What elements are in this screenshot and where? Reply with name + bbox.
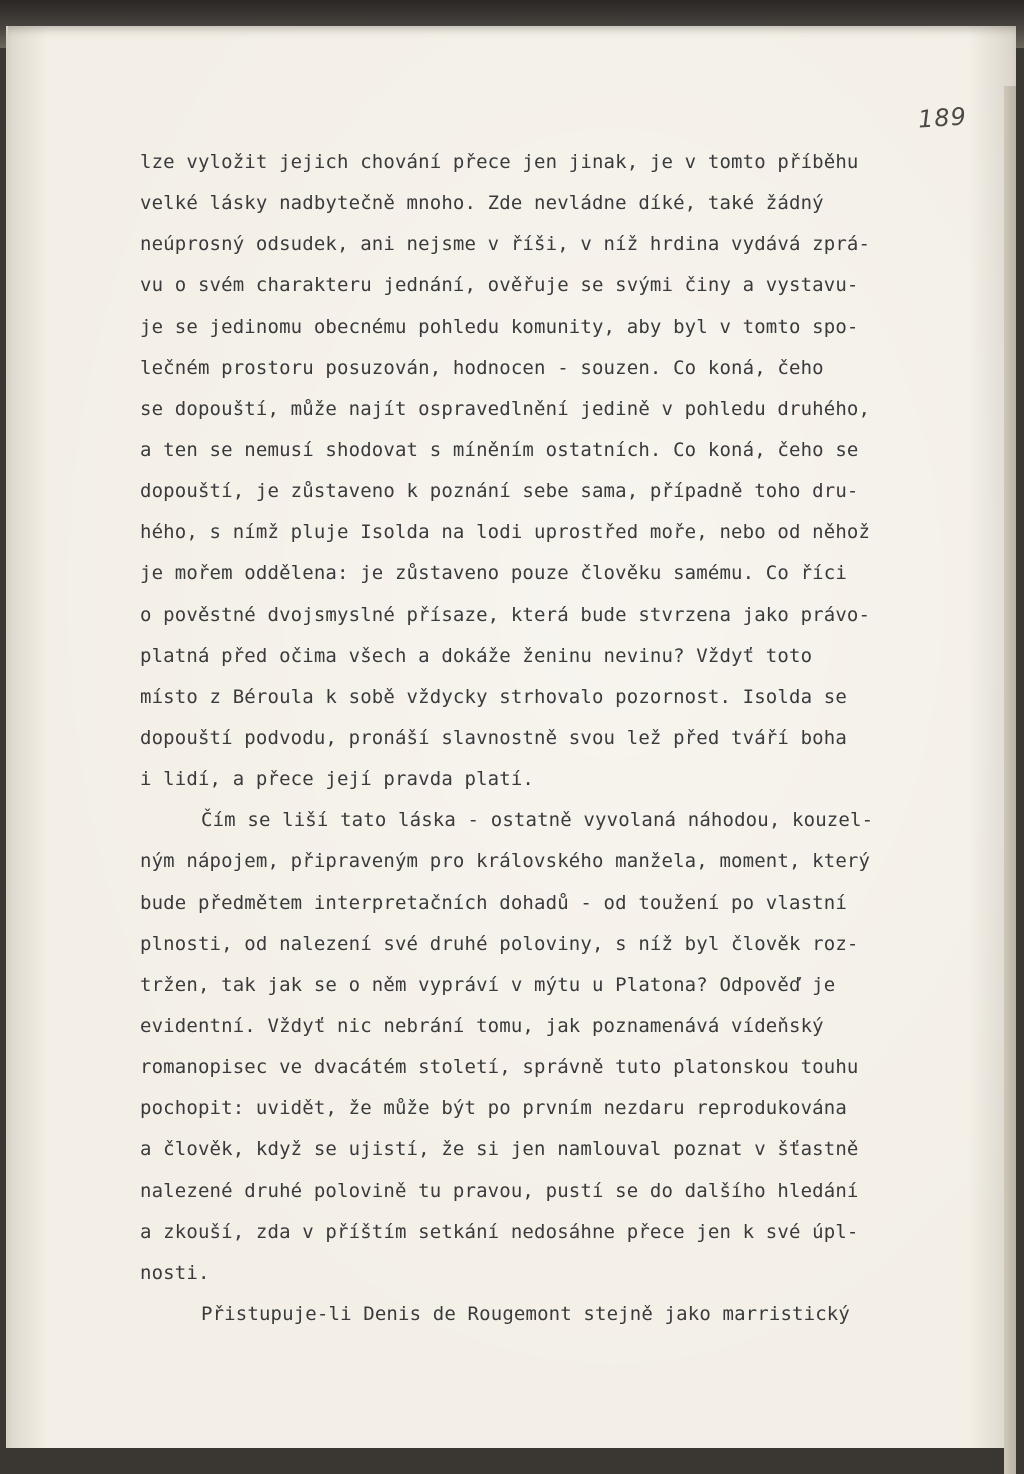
text-line: je mořem oddělena: je zůstaveno pouze člověku samému. Co říci (140, 562, 847, 585)
page-body (140, 142, 920, 1335)
handwritten-page-number: 189 (917, 102, 968, 134)
text-line: dopouští, je zůstaveno k poznání sebe sama, případně toho dru- (140, 480, 859, 503)
text-line: je se jedinomu obecnému pohledu komunity, aby byl v tomto spo- (140, 315, 859, 338)
text-line: místo z Béroula k sobě vždycky strhovalo pozornost. Isolda se (140, 685, 847, 708)
text-line: lze vyložit jejich chování přece jen jinak, je v tomto příběhu (140, 151, 859, 173)
text-line: i lidí, a přece její pravda platí. (140, 768, 535, 791)
page-edge-shadow (1004, 86, 1016, 1474)
text-line: neúprosný odsudek, ani nejsme v říši, v níž hrdina vydává zprá- (140, 233, 871, 256)
text-line: se dopouští, může najít ospravedlnění jedině v pohledu druhého, (140, 397, 871, 420)
text-line: vu o svém charakteru jednání, ověřuje se svými činy a vystavu- (140, 274, 859, 297)
text-line: ným nápojem, připraveným pro královského manžela, moment, který (140, 850, 871, 873)
paragraph-first-line: Čím se liší tato láska - ostatně vyvolaná náhodou, kouzel- (201, 809, 874, 832)
text-line: plnosti, od nalezení své druhé poloviny, s níž byl člověk roz- (140, 932, 859, 955)
paragraph-first-line: Přistupuje-li Denis de Rougemont stejně jako marristický (201, 1302, 850, 1325)
text-line: a člověk, když se ujistí, že si jen namlouval poznat v šťastně (140, 1138, 859, 1161)
text-line: dopouští podvodu, pronáší slavnostně svou lež před tváří boha (140, 726, 847, 749)
text-line: tržen, tak jak se o něm vypráví v mýtu u Platona? Odpověď je (140, 973, 836, 996)
text-line: bude předmětem interpretačních dohadů - od toužení po vlastní (140, 891, 847, 914)
text-line: o pověstné dvojsmyslné přísaze, která bude stvrzena jako právo- (140, 603, 871, 626)
text-line: romanopisec ve dvacátém století, správně tuto platonskou touhu (140, 1056, 859, 1079)
text-line: hého, s nímž pluje Isolda na lodi uprostřed moře, nebo od něhož (140, 521, 871, 544)
text-line: lečném prostoru posuzován, hodnocen - souzen. Co koná, čeho (140, 356, 824, 379)
text-line: a zkouší, zda v příštím setkání nedosáhne přece jen k své úpl- (140, 1220, 859, 1243)
text-line: nosti. (140, 1261, 210, 1284)
text-line: pochopit: uvidět, že může být po prvním nezdaru reprodukována (140, 1097, 847, 1120)
text-line: evidentní. Vždyť nic nebrání tomu, jak poznamenává vídeňský (140, 1014, 824, 1037)
text-line: velké lásky nadbytečně mnoho. Zde nevládne díké, také žádný (140, 192, 824, 215)
text-line: platná před očima všech a dokáže ženinu nevinu? Vždyť toto (140, 644, 813, 667)
text-line: nalezené druhé polovině tu pravou, pustí se do dalšího hledání (140, 1179, 859, 1202)
text-line: a ten se nemusí shodovat s míněním ostatních. Co koná, čeho se (140, 438, 859, 461)
